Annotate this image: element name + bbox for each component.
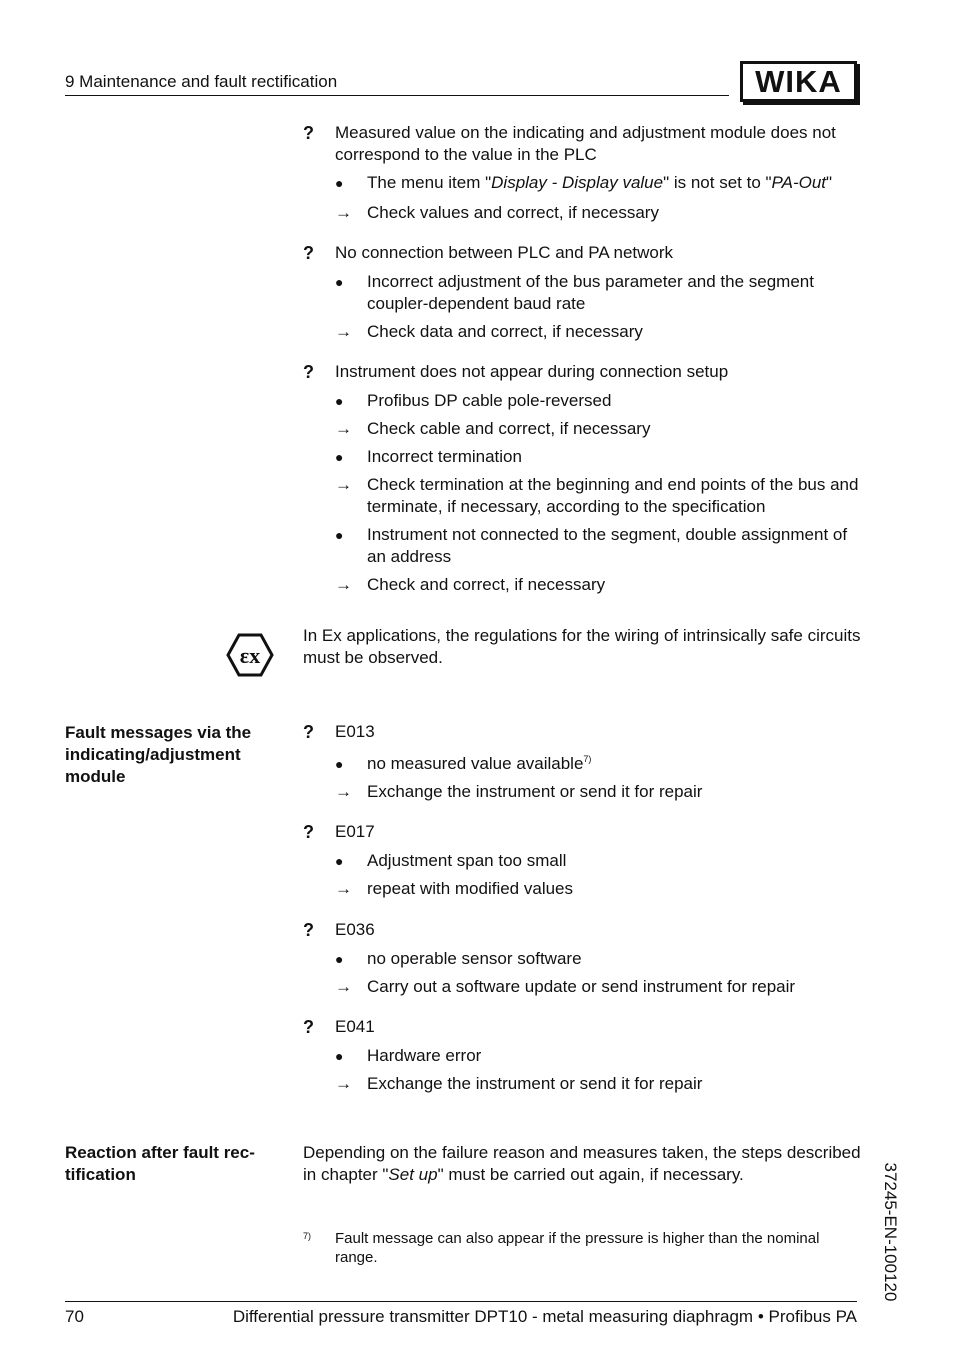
ex-hexagon-icon xyxy=(226,633,274,677)
arrow-right-icon: → xyxy=(335,203,352,222)
cause-text: no operable sensor software xyxy=(367,949,582,968)
footer-rule xyxy=(65,1301,857,1302)
question-text: Measured value on the indicating and adjustment module does not correspond to the value in the PLC xyxy=(335,123,836,164)
arrow-right-icon: → xyxy=(335,977,352,996)
cause-text: The menu item "Display - Display value" is not set to "PA-Out" xyxy=(367,173,833,192)
question-text: No connection between PLC and PA network xyxy=(335,243,674,262)
remedy-text: Check data and correct, if necessary xyxy=(367,322,643,341)
cause-text: Hardware error xyxy=(367,1046,482,1065)
fault-code: E036 xyxy=(335,920,375,939)
bullet-icon: ● xyxy=(335,951,344,967)
footer-title: Differential pressure transmitter DPT10 - metal measuring diaphragm • Profibus PA xyxy=(232,1307,857,1326)
arrow-right-icon: → xyxy=(335,879,352,898)
question-mark: ? xyxy=(303,920,314,940)
remedy-text: Exchange the instrument or send it for repair xyxy=(367,782,703,801)
question-mark: ? xyxy=(303,822,314,842)
page-number: 70 xyxy=(65,1307,84,1326)
question-mark: ? xyxy=(303,362,314,382)
bullet-icon: ● xyxy=(335,449,344,465)
bullet-icon: ● xyxy=(335,274,344,290)
footnote-ref: 7) xyxy=(583,754,592,764)
cause-text: Adjustment span too small xyxy=(367,851,567,870)
ex-note: In Ex applications, the regulations for the wiring of intrinsically safe circuits must be observed. xyxy=(303,626,861,667)
fault-code: E017 xyxy=(335,822,375,841)
document-id: 37245-EN-100120 xyxy=(881,1162,900,1302)
remedy-text: Carry out a software update or send instrument for repair xyxy=(367,977,796,996)
arrow-right-icon: → xyxy=(335,475,352,494)
arrow-right-icon: → xyxy=(335,575,352,594)
remedy-text: Check cable and correct, if necessary xyxy=(367,419,651,438)
cause-text: Instrument not connected to the segment, double assignment of an address xyxy=(367,525,848,566)
bullet-icon: ● xyxy=(335,527,344,543)
header-rule xyxy=(65,95,729,96)
fault-messages-heading: Fault messages via the indicating/adjustment module xyxy=(65,723,252,786)
arrow-right-icon: → xyxy=(335,419,352,438)
cause-text: Profibus DP cable pole-reversed xyxy=(367,391,612,410)
bullet-icon: ● xyxy=(335,756,344,772)
fault-code: E041 xyxy=(335,1017,375,1036)
reaction-text: Depending on the failure reason and measures taken, the steps described in chapter "Set up" must be carried out again, if necessary. xyxy=(303,1143,861,1184)
question-text: Instrument does not appear during connection setup xyxy=(335,362,729,381)
cause-text: no measured value available$^{7)}$ xyxy=(367,754,592,773)
remedy-text: Check values and correct, if necessary xyxy=(367,203,659,222)
svg-text:εx: εx xyxy=(239,643,261,668)
arrow-right-icon: → xyxy=(335,322,352,341)
cause-text: Incorrect adjustment of the bus parameter and the segment coupler-dependent baud rate xyxy=(367,272,814,313)
fault-code: E013 xyxy=(335,722,375,741)
reaction-heading: Reaction after fault rec- tification xyxy=(65,1143,255,1184)
question-mark: ? xyxy=(303,1017,314,1037)
section-header: 9 Maintenance and fault rectification xyxy=(65,72,338,91)
remedy-text: Check termination at the beginning and end points of the bus and terminate, if necessary, according to the specification xyxy=(367,475,859,516)
question-mark: ? xyxy=(303,722,314,742)
question-mark: ? xyxy=(303,123,314,143)
footnote-mark: 7) xyxy=(303,1231,312,1241)
remedy-text: repeat with modified values xyxy=(367,879,574,898)
wika-logo: WIKA xyxy=(740,61,857,102)
cause-text: Incorrect termination xyxy=(367,447,522,466)
arrow-right-icon: → xyxy=(335,1074,352,1093)
arrow-right-icon: → xyxy=(335,782,352,801)
remedy-text: Exchange the instrument or send it for repair xyxy=(367,1074,703,1093)
bullet-icon: ● xyxy=(335,175,344,191)
bullet-icon: ● xyxy=(335,853,344,869)
bullet-icon: ● xyxy=(335,393,344,409)
question-mark: ? xyxy=(303,243,314,263)
remedy-text: Check and correct, if necessary xyxy=(367,575,606,594)
footnote-text: Fault message can also appear if the pressure is higher than the nominal range. xyxy=(335,1230,820,1266)
bullet-icon: ● xyxy=(335,1048,344,1064)
